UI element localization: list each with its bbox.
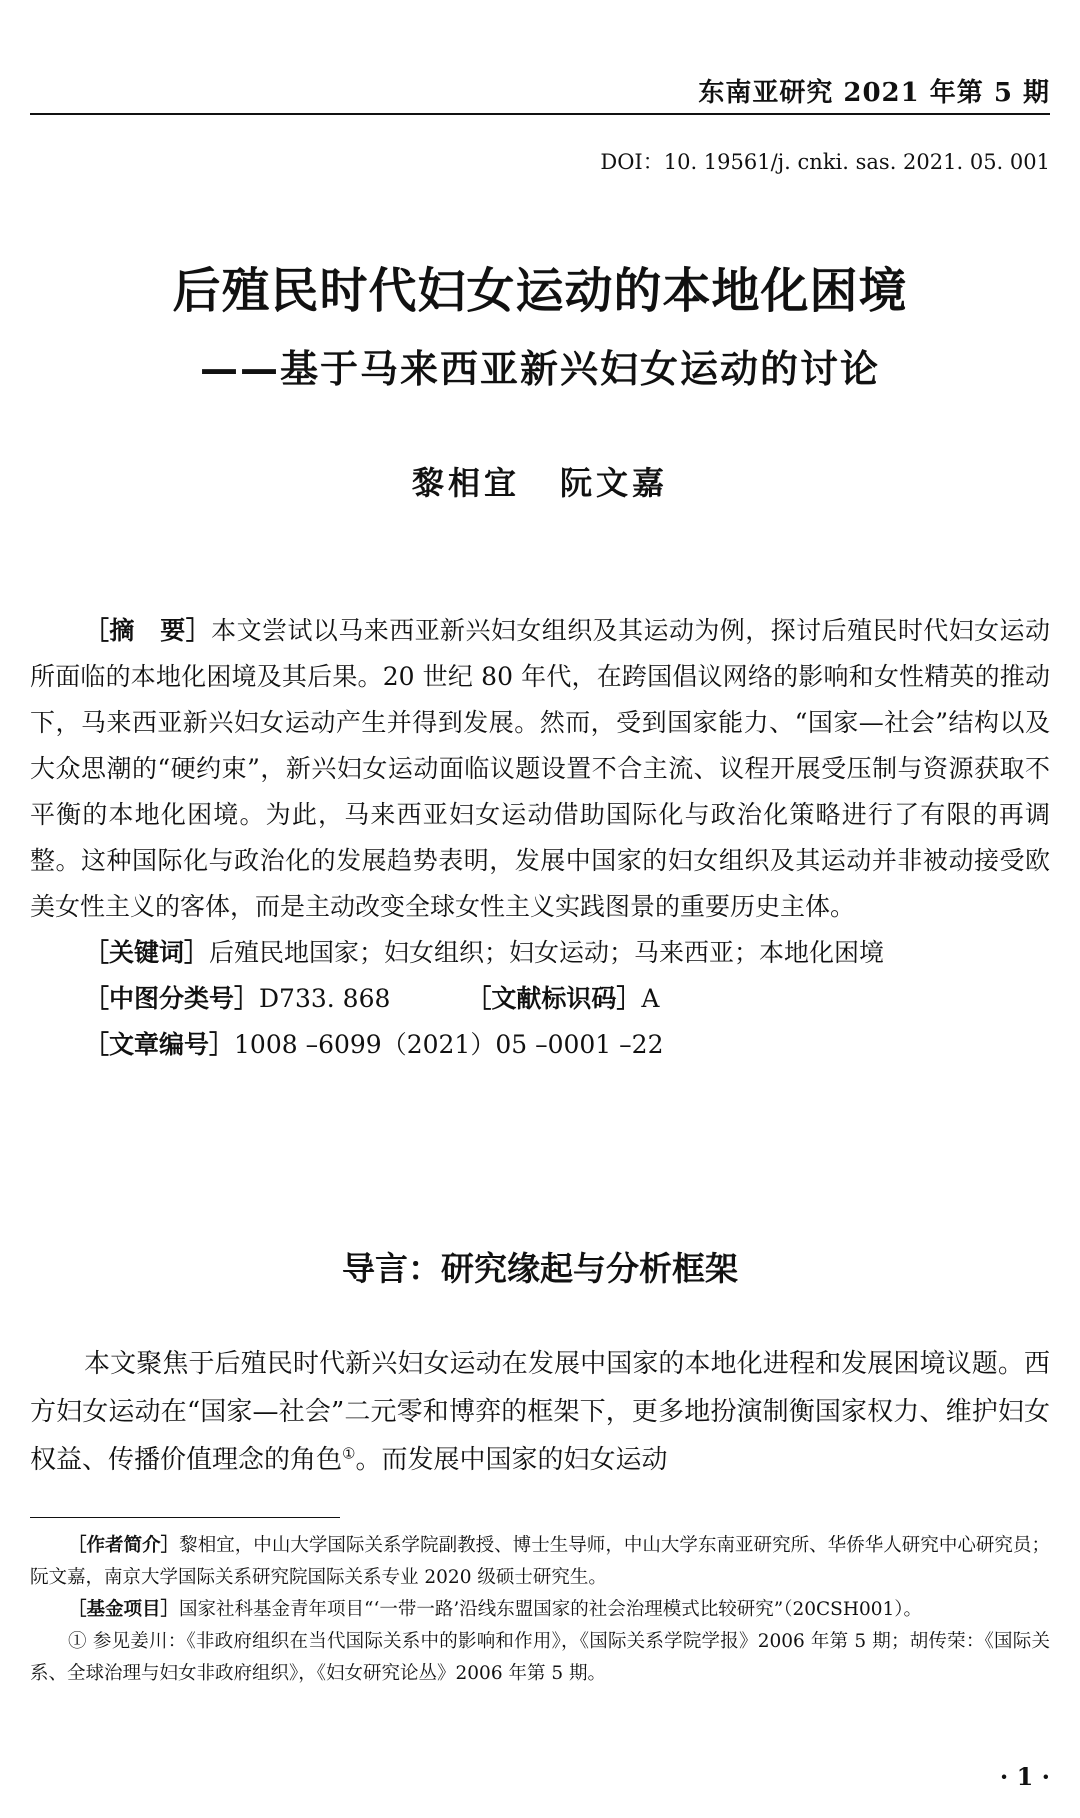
keywords-label: ［关键词］ bbox=[84, 938, 210, 967]
footnote-fund-text: 国家社科基金青年项目“‘一带一路’沿线东盟国家的社会治理模式比较研究”（20CSH001）。 bbox=[179, 1599, 923, 1620]
running-head: 东南亚研究 2021 年第 5 期 bbox=[698, 78, 1050, 108]
footnote-ref[interactable]: ① bbox=[342, 1444, 356, 1463]
article-subtitle: ——基于马来西亚新兴妇女运动的讨论 bbox=[199, 347, 880, 391]
article-number-value: 1008 –6099（2021）05 –0001 –22 bbox=[234, 1030, 664, 1059]
intro-paragraph bbox=[30, 1340, 1050, 1484]
section-heading: 导言：研究缘起与分析框架 bbox=[342, 1249, 738, 1288]
intro-tail: 。而发展中国家的妇女运动 bbox=[355, 1445, 668, 1475]
clc-value: D733. 868 bbox=[259, 984, 391, 1013]
doi: DOI：10. 19561/j. cnki. sas. 2021. 05. 001 bbox=[600, 150, 1050, 174]
abstract-text: 本文尝试以马来西亚新兴妇女组织及其运动为例，探讨后殖民时代妇女运动所面临的本地化困境及其后果。20 世纪 80 年代，在跨国倡议网络的影响和女性精英的推动下，马来西亚新兴妇女运动产生并得到发展。然而，受到国家能力、“国家—社会”结构以及大众思潮的“硬约束”，新兴妇女运动面临议题设置不合主流、议程开展受压制与资源获取不平衡的本地化困境。为此，马来西亚妇女运动借助国际化与政治化策略进行了有限的再调整。这种国际化与政治化的发展趋势表明，发展中国家的妇女组织及其运动并非被动接受欧美女性主义的客体，而是主动改变全球女性主义实践图景的重要历史主体。 bbox=[30, 616, 1050, 921]
author-2: 阮文嘉 bbox=[560, 464, 669, 502]
abstract-label: ［摘 要］ bbox=[84, 616, 212, 645]
article-title: 后殖民时代妇女运动的本地化困境 bbox=[172, 263, 908, 319]
authors bbox=[30, 458, 1050, 504]
author-1: 黎相宜 bbox=[411, 464, 520, 502]
intro-text: 本文聚焦于后殖民时代新兴妇女运动在发展中国家的本地化进程和发展困境议题。西方妇女运动在“国家—社会”二元零和博弈的框架下，更多地扮演制衡国家权力、维护妇女权益、传播价值理念的角色 bbox=[30, 1349, 1050, 1475]
abstract bbox=[30, 608, 1050, 930]
article-number-label: ［文章编号］ bbox=[84, 1030, 235, 1059]
header-rule bbox=[30, 113, 1050, 115]
footnote-author bbox=[30, 1530, 1050, 1594]
doc-code-value: A bbox=[641, 984, 660, 1013]
abstract-block bbox=[30, 608, 1050, 1068]
keywords bbox=[30, 930, 1050, 976]
keywords-text: 后殖民地国家；妇女组织；妇女运动；马来西亚；本地化困境 bbox=[209, 938, 885, 967]
page-number: · 1 · bbox=[999, 1762, 1050, 1791]
article-number bbox=[30, 1022, 1050, 1068]
footnote-rule bbox=[30, 1517, 340, 1518]
footnote-1 bbox=[30, 1626, 1050, 1690]
footnote-fund-label: ［基金项目］ bbox=[68, 1599, 180, 1620]
footnotes bbox=[30, 1530, 1050, 1690]
footnote-fund bbox=[30, 1594, 1050, 1626]
footnote-1-text: 参见姜川：《非政府组织在当代国际关系中的影响和作用》，《国际关系学院学报》2006 年第 5 期；胡传荣：《国际关系、全球治理与妇女非政府组织》，《妇女研究论丛》2006 年第 5 期。 bbox=[30, 1631, 1050, 1684]
clc-label: ［中图分类号］ bbox=[84, 984, 260, 1013]
classification-line bbox=[30, 976, 1050, 1022]
footnote-1-mark: ① bbox=[68, 1631, 87, 1652]
doc-code-label: ［文献标识码］ bbox=[466, 984, 642, 1013]
footnote-author-label: ［作者简介］ bbox=[68, 1535, 180, 1556]
footnote-author-text: 黎相宜，中山大学国际关系学院副教授、博士生导师，中山大学东南亚研究所、华侨华人研究中心研究员；阮文嘉，南京大学国际关系研究院国际关系专业 2020 级硕士研究生。 bbox=[30, 1535, 1050, 1588]
